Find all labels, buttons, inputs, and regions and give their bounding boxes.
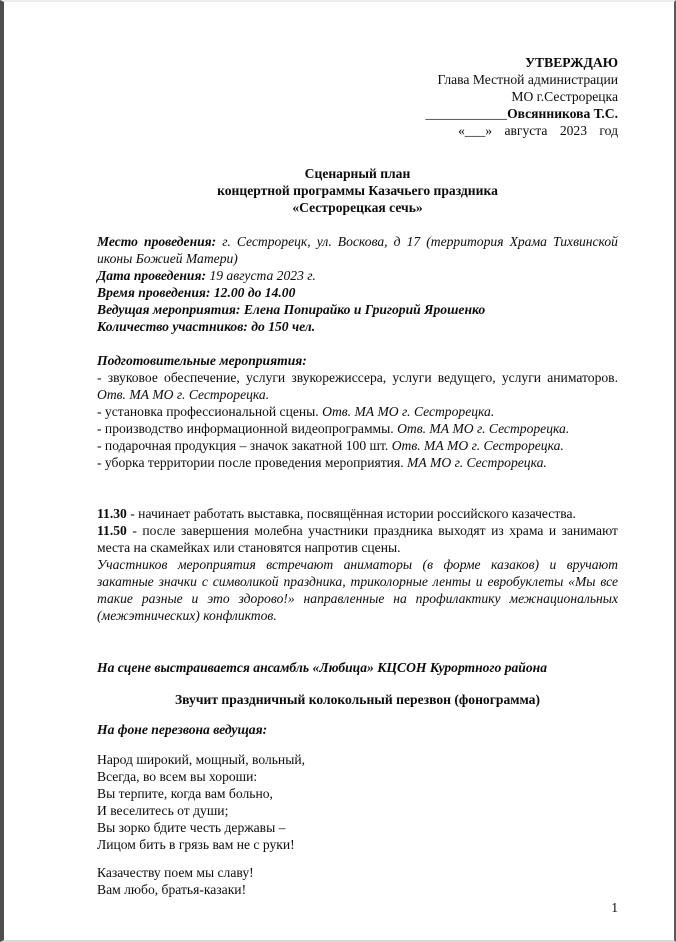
prep-item-video-responsible: Отв. МА МО г. Сестрорецка. xyxy=(397,421,570,436)
prep-item-cleanup-responsible: МА МО г. Сестрорецка. xyxy=(407,455,547,470)
prep-item-gifts-responsible: Отв. МА МО г. Сестрорецка. xyxy=(391,438,564,453)
timeline-item-1150 xyxy=(97,522,618,556)
poem-line: И веселитесь от души; xyxy=(97,803,229,818)
prep-item-sound xyxy=(97,369,618,403)
detail-venue-value: г. Сестрорецк, ул. Воскова, д 17 (территория Храма Тихвинской иконы Божией Матери) xyxy=(97,234,618,266)
approval-administration-line: Глава Местной администрации xyxy=(437,72,618,87)
poem-line: Вы зорко бдите честь державы – xyxy=(97,820,286,835)
prep-item-video xyxy=(97,420,618,437)
preparatory-section xyxy=(97,352,618,471)
poem xyxy=(97,751,618,898)
prep-item-stage xyxy=(97,403,618,420)
prep-item-sound-text: - звуковое обеспечение, услуги звукорежиссера, услуги ведущего, услуги аниматоров. xyxy=(97,370,618,385)
poem-stanza-1 xyxy=(97,751,618,853)
signature-name: Овсянникова Т.С. xyxy=(507,106,618,121)
timeline-time-1150: 11.50 xyxy=(97,523,127,538)
approval-block xyxy=(97,54,618,139)
timeline-time-1130: 11.30 xyxy=(97,506,127,521)
approval-signature-line xyxy=(97,105,618,122)
poem-line: Лицом бить в грязь вам не с руки! xyxy=(97,837,295,852)
prep-item-cleanup xyxy=(97,454,618,471)
detail-participants-label: Количество участников: xyxy=(97,319,248,334)
signature-blank: ____________ xyxy=(425,106,508,121)
detail-date-value: 19 августа 2023 г. xyxy=(209,268,316,283)
detail-participants-value: до 150 чел. xyxy=(251,319,316,334)
poem-line: Вы терпите, когда вам больно, xyxy=(97,786,273,801)
detail-date-label: Дата проведения: xyxy=(97,268,207,283)
approval-municipality-line: МО г.Сестрорецка xyxy=(511,89,618,104)
document-content xyxy=(4,2,674,940)
poem-line: Вам любо, братья-казаки! xyxy=(97,882,247,897)
detail-time xyxy=(97,284,618,301)
stage-direction: На сцене выстраивается ансамбль «Любица» КЦСОН Курортного района xyxy=(97,660,547,675)
detail-hosts-label: Ведущая мероприятия: xyxy=(97,302,241,317)
host-cue: На фоне перезвона ведущая: xyxy=(97,722,268,737)
prep-heading: Подготовительные мероприятия: xyxy=(97,353,307,368)
detail-hosts xyxy=(97,301,618,318)
poem-line: Всегда, во всем вы хороши: xyxy=(97,769,258,784)
document-title xyxy=(97,165,618,216)
prep-item-sound-responsible: Отв. МА МО г. Сестрорецка. xyxy=(97,387,270,402)
prep-item-video-text: - производство информационной видеопрограммы. xyxy=(97,421,394,436)
approval-date-line: «___» августа 2023 год xyxy=(458,123,618,138)
timeline-text-1130: - начинает работать выставка, посвящённая истории российского казачества. xyxy=(130,506,576,521)
prep-item-cleanup-text: - уборка территории после проведения мероприятия. xyxy=(97,455,404,470)
prep-item-gifts-text: - подарочная продукция – значок закатной 100 шт. xyxy=(97,438,389,453)
detail-venue-label: Место проведения: xyxy=(97,234,217,249)
animators-note: Участников мероприятия встречают аниматоры (в форме казаков) и вручают закатные значки с символикой праздника, триколорные ленты и евробуклеты «Мы все такие разные и это здорово!» направленные на профилактику межнациональных (межэтнических) конфликтов. xyxy=(97,557,618,623)
timeline-item-1130 xyxy=(97,505,618,522)
approval-heading: УТВЕРЖДАЮ xyxy=(525,55,618,70)
prep-item-stage-text: - установка профессиональной сцены. xyxy=(97,404,319,419)
sound-cue: Звучит праздничный колокольный перезвон (фонограмма) xyxy=(174,692,540,707)
detail-date xyxy=(97,267,618,284)
timeline-section xyxy=(97,505,618,624)
detail-time-label: Время проведения: xyxy=(97,285,211,300)
detail-hosts-value: Елена Попирайко и Григорий Ярошенко xyxy=(243,302,486,317)
prep-item-gifts xyxy=(97,437,618,454)
detail-venue xyxy=(97,233,618,267)
page-number: 1 xyxy=(611,900,618,915)
detail-participants xyxy=(97,318,618,335)
poem-line: Народ широкий, мощный, вольный, xyxy=(97,752,306,767)
title-line-3: «Сестрорецкая сечь» xyxy=(292,200,423,215)
detail-time-value: 12.00 до 14.00 xyxy=(213,285,296,300)
prep-item-stage-responsible: Отв. МА МО г. Сестрорецка. xyxy=(322,404,495,419)
title-line-1: Сценарный план xyxy=(304,166,411,181)
title-line-2: концертной программы Казачьего праздника xyxy=(217,183,498,198)
event-details xyxy=(97,233,618,335)
poem-line: Казачеству поем мы славу! xyxy=(97,865,254,880)
timeline-text-1150: - после завершения молебна участники праздника выходят из храма и занимают места на скамейках или становятся напротив сцены. xyxy=(97,523,618,555)
poem-stanza-2 xyxy=(97,864,618,898)
